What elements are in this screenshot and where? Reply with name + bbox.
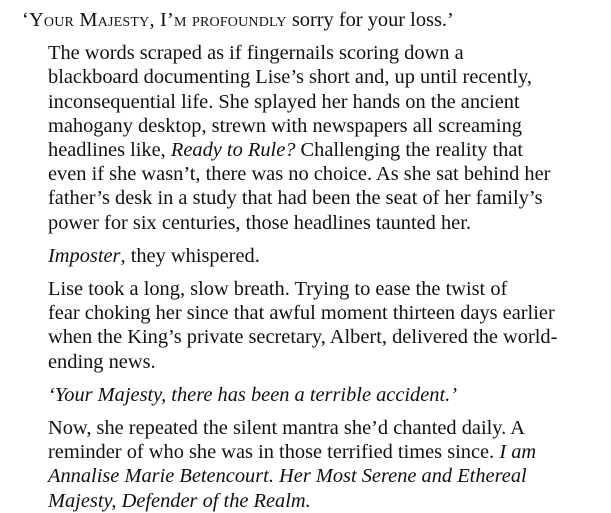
paragraph-words-scraped [22,41,597,235]
italic-word: Imposter [48,244,121,267]
paragraph-long-breath [22,277,597,374]
text-run: reminder of who she was in those terrified times since. [48,441,500,464]
text-line: Now, she repeated the silent mantra she’d chanted daily. A [48,417,525,440]
paragraph-accident-quote [22,383,597,407]
text-run: Challenging the reality that [295,139,524,162]
italic-mantra: I am [499,441,537,464]
text-line: father’s desk in a study that had been the seat of her family’s [48,187,543,210]
text-line: The words scraped as if fingernails scoring down a [48,42,464,65]
text-run: , they whispered. [120,244,260,267]
text-line [22,8,597,32]
text-line: ending news. [48,350,156,373]
small-caps-opening: ‘Your Majesty, I’m profoundly [22,9,287,31]
italic-quote-line: ‘Your Majesty, there has been a terrible accident.’ [48,383,458,406]
text-line: fear choking her since that awful moment thirteen days earlier [48,302,555,325]
italic-headline: Ready to Rule? [170,139,296,162]
text-line: when the King’s private secretary, Albert, delivered the world- [48,326,558,349]
text-line: power for six centuries, those headlines taunted her. [48,211,471,234]
text-line: inconsequential life. She splayed her hands on the ancient [48,90,520,113]
text-line: blackboard documenting Lise’s short and, up until recently, [48,66,532,89]
text-line: mahogany desktop, strewn with newspapers all screaming [48,114,522,137]
paragraph-opening-dialogue [22,8,597,32]
text-line [22,244,597,268]
text-run: headlines like, [48,139,171,162]
italic-mantra-line: Majesty, Defender of the Realm. [48,489,311,512]
text-line: even if she wasn’t, there was no choice. As she sat behind her [48,163,551,186]
text-line [22,440,597,464]
text-line [22,138,597,162]
paragraph-mantra [22,416,597,513]
text-line: Lise took a long, slow breath. Trying to ease the twist of [48,278,508,301]
paragraph-imposter [22,244,597,268]
text-run: sorry for your loss.’ [286,9,454,31]
italic-mantra-line: Annalise Marie Betencourt. Her Most Serene and Ethereal [48,465,527,488]
